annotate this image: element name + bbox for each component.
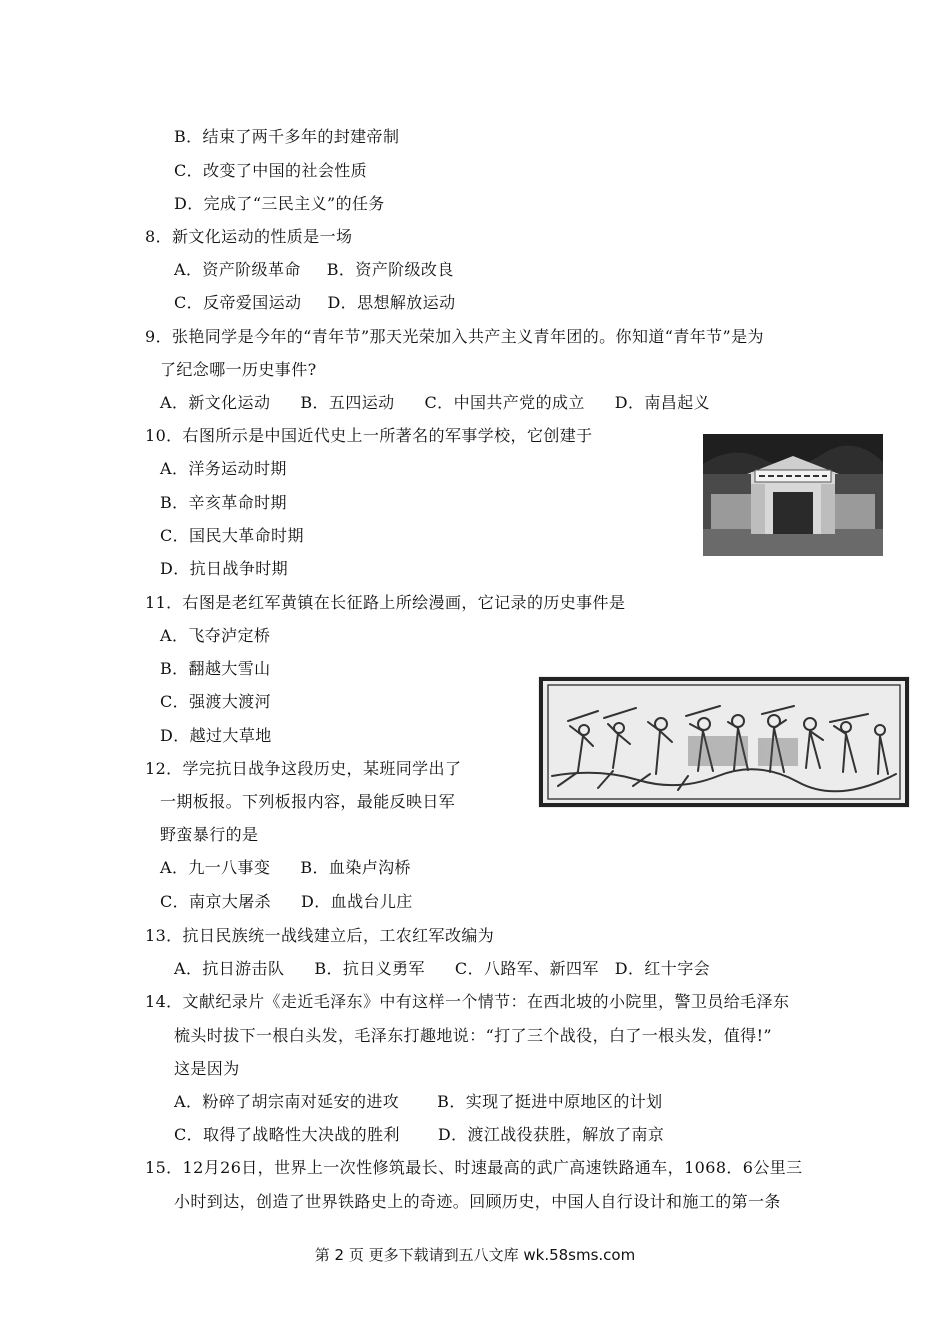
q8-options-row1 bbox=[174, 259, 454, 281]
q11-option-a: A．飞夺泸定桥 bbox=[160, 626, 271, 645]
cartoon-illustration bbox=[538, 676, 910, 808]
q11-option-c: C．强渡大渡河 bbox=[160, 692, 272, 711]
q12-options-row2 bbox=[160, 891, 413, 913]
q11-option-d: D．越过大草地 bbox=[160, 726, 272, 745]
q12-stem-line2: 一期板报。下列板报内容，最能反映日军 bbox=[160, 792, 456, 811]
q9-option-a: A．新文化运动 bbox=[160, 393, 271, 412]
q13-option-a: A．抗日游击队 bbox=[174, 959, 285, 978]
q12-options-row1 bbox=[160, 857, 411, 879]
q8-option-b: B．资产阶级改良 bbox=[326, 260, 454, 279]
q10-stem: 10．右图所示是中国近代史上一所著名的军事学校，它创建于 bbox=[145, 426, 593, 445]
q12-stem-line1: 12．学完抗日战争这段历史，某班同学出了 bbox=[145, 759, 462, 778]
q7-option-c: C．改变了中国的社会性质 bbox=[174, 161, 368, 180]
q11-option-b: B．翻越大雪山 bbox=[160, 659, 271, 678]
q14-stem-line1: 14．文献纪录片《走近毛泽东》中有这样一个情节：在西北坡的小院里，警卫员给毛泽东 bbox=[145, 992, 790, 1011]
q12-option-b: B．血染卢沟桥 bbox=[300, 858, 411, 877]
q13-option-d: D．红十字会 bbox=[614, 959, 710, 978]
q15-stem-line1: 15．12月26日，世界上一次性修筑最长、时速最高的武广高速铁路通车，1068．6公里三 bbox=[145, 1158, 803, 1177]
q9-option-d: D．南昌起义 bbox=[614, 393, 711, 412]
q13-options-row bbox=[174, 958, 710, 980]
q14-stem-line3: 这是因为 bbox=[174, 1059, 240, 1078]
page-footer: 第 2 页 更多下载请到五八文库 wk.58sms.com bbox=[314, 1246, 636, 1264]
q7-option-d: D．完成了“三民主义”的任务 bbox=[174, 194, 385, 213]
q13-option-c: C．八路军、新四军 bbox=[454, 959, 599, 978]
q14-option-d: D．渡江战役获胜，解放了南京 bbox=[437, 1125, 665, 1144]
q9-options-row bbox=[160, 392, 710, 414]
q8-option-c: C．反帝爱国运动 bbox=[174, 293, 302, 312]
q9-stem-line2: 了纪念哪一历史事件? bbox=[160, 360, 317, 379]
q8-options-row2 bbox=[174, 292, 455, 314]
q15-stem-line2: 小时到达，创造了世界铁路史上的奇迹。回顾历史，中国人自行设计和施工的第一条 bbox=[174, 1192, 781, 1211]
q7-option-b: B．结束了两千多年的封建帝制 bbox=[174, 127, 400, 146]
q8-option-d: D．思想解放运动 bbox=[327, 293, 456, 312]
gate-illustration bbox=[703, 434, 883, 556]
q13-option-b: B．抗日义勇军 bbox=[314, 959, 425, 978]
q13-stem: 13．抗日民族统一战线建立后，工农红军改编为 bbox=[145, 926, 495, 945]
q8-stem: 8．新文化运动的性质是一场 bbox=[145, 227, 353, 246]
q10-option-a: A．洋务运动时期 bbox=[160, 459, 287, 478]
q14-stem-line2: 梳头时拔下一根白头发，毛泽东打趣地说：“打了三个战役，白了一根头发，值得!” bbox=[174, 1026, 772, 1045]
q11-stem: 11．右图是老红军黄镇在长征路上所绘漫画，它记录的历史事件是 bbox=[145, 593, 626, 612]
q14-option-c: C．取得了战略性大决战的胜利 bbox=[174, 1125, 400, 1144]
long-march-cartoon bbox=[538, 676, 910, 808]
q12-stem-line3: 野蛮暴行的是 bbox=[160, 825, 259, 844]
q14-option-a: A．粉碎了胡宗南对延安的进攻 bbox=[174, 1092, 400, 1111]
q10-option-d: D．抗日战争时期 bbox=[160, 559, 289, 578]
q14-options-row1 bbox=[174, 1091, 663, 1113]
q12-option-c: C．南京大屠杀 bbox=[160, 892, 272, 911]
q14-options-row2 bbox=[174, 1124, 664, 1146]
q10-option-c: C．国民大革命时期 bbox=[160, 526, 304, 545]
q12-option-d: D．血战台儿庄 bbox=[301, 892, 413, 911]
military-school-gate-photo bbox=[703, 434, 883, 556]
q9-stem-line1: 9．张艳同学是今年的“青年节”那天光荣加入共产主义青年团的。你知道“青年节”是为 bbox=[145, 327, 764, 346]
q9-option-c: C．中国共产党的成立 bbox=[424, 393, 585, 412]
q12-option-a: A．九一八事变 bbox=[160, 858, 271, 877]
q8-option-a: A．资产阶级革命 bbox=[174, 260, 301, 279]
q14-option-b: B．实现了挺进中原地区的计划 bbox=[437, 1092, 663, 1111]
q9-option-b: B．五四运动 bbox=[300, 393, 395, 412]
q10-option-b: B．辛亥革命时期 bbox=[160, 493, 287, 512]
